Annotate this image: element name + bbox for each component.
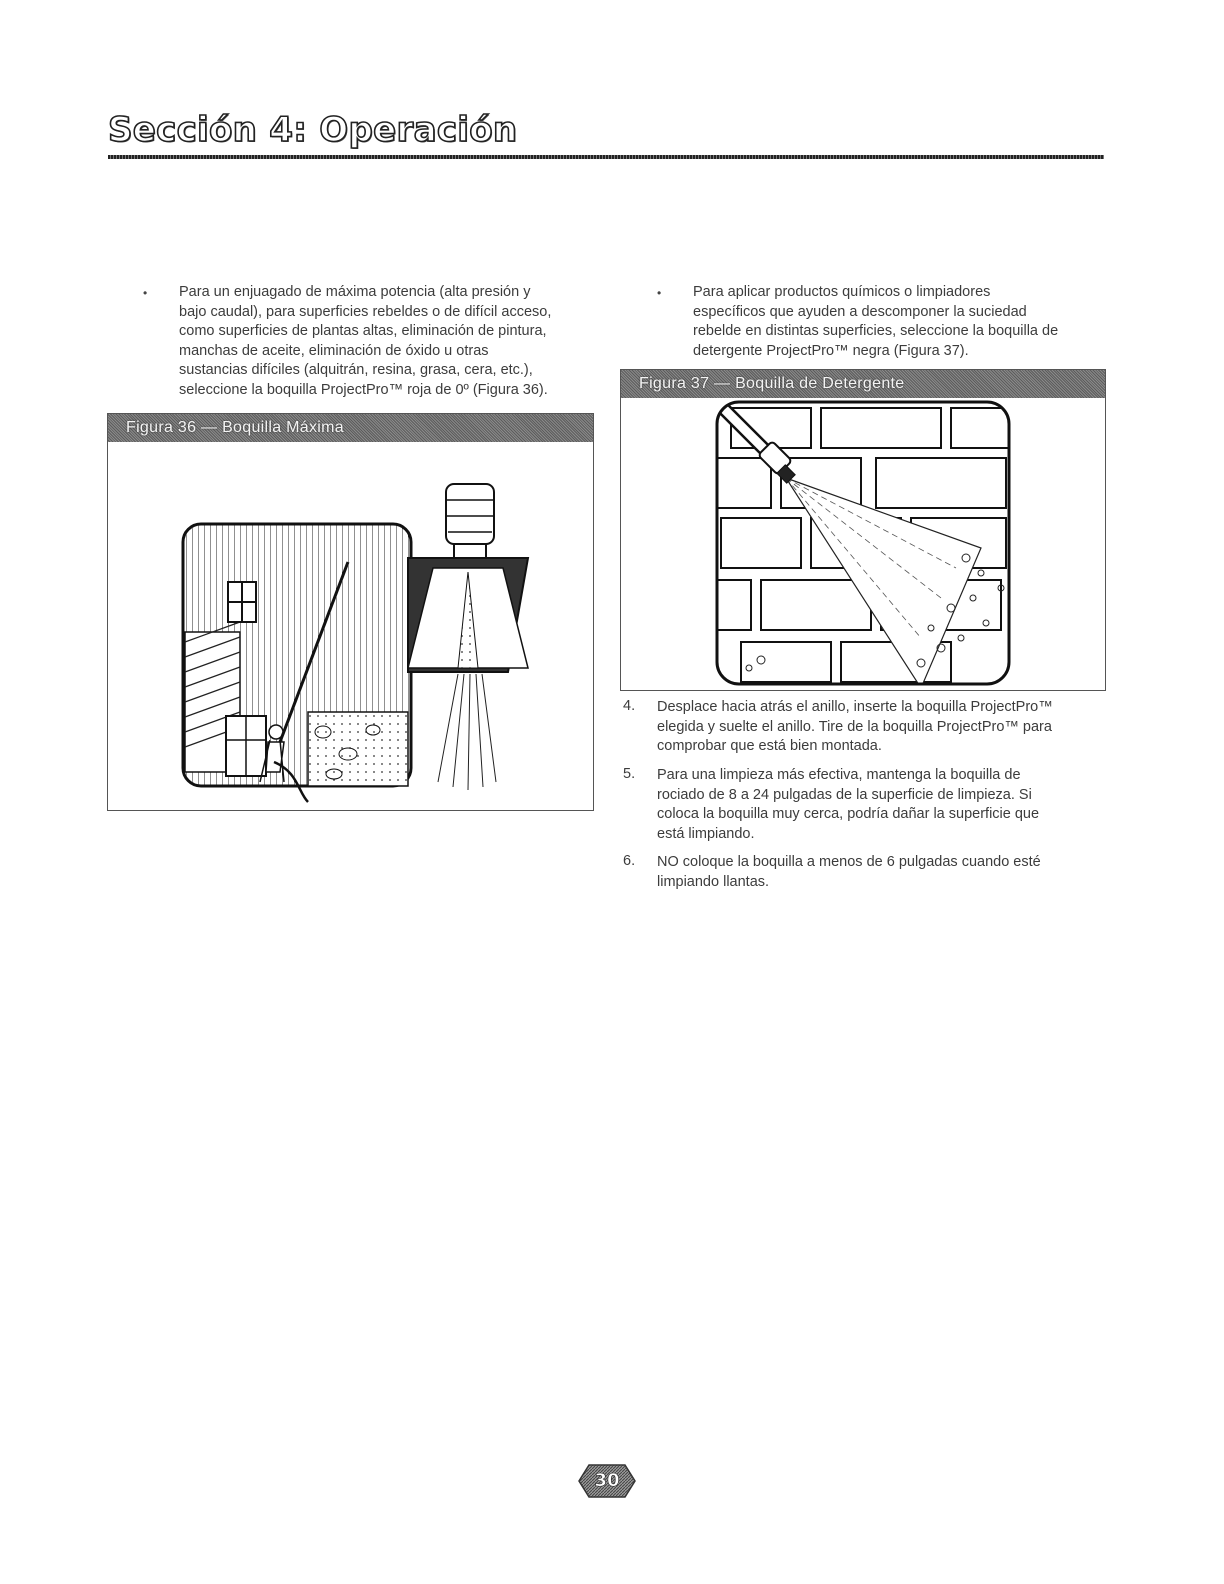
step-5-text — [657, 766, 1112, 844]
right-intro-paragraph — [693, 283, 1108, 361]
text-line: bajo caudal), para superficies rebeldes o de difícil acceso, — [179, 303, 552, 320]
step-number: 4. — [623, 698, 636, 714]
text-line: está limpiando. — [657, 825, 755, 842]
text-line: específicos que ayuden a descomponer la suciedad — [693, 303, 1027, 320]
text-line: sustancias difíciles (alquitrán, resina, grasa, cera, etc.), — [179, 362, 533, 378]
bullet-marker: • — [657, 286, 662, 300]
text-line: Para una limpieza más efectiva, mantenga la boquilla de — [657, 767, 1021, 783]
step-6-text — [657, 853, 1112, 892]
step-4-text — [657, 698, 1112, 757]
step-number: 5. — [623, 766, 636, 782]
page-number-badge — [577, 1463, 637, 1499]
text-line: elegida y suelte el anillo. Tire de la boquilla ProjectPro™ para — [657, 718, 1052, 735]
figure-37-illustration — [621, 398, 1105, 693]
text-line: Para un enjuagado de máxima potencia (alta presión y — [179, 284, 531, 300]
text-line: comprobar que está bien montada. — [657, 738, 882, 754]
figure-36-caption: Figura 36 — Boquilla Máxima — [108, 414, 593, 442]
text-line: rociado de 8 a 24 pulgadas de la superficie de limpieza. Si — [657, 786, 1032, 803]
figure-37 — [620, 369, 1106, 691]
text-line: Desplace hacia atrás el anillo, inserte la boquilla ProjectPro™ — [657, 699, 1053, 715]
step-number: 6. — [623, 853, 636, 869]
text-line: manchas de aceite, eliminación de óxido u otras — [179, 342, 489, 359]
text-line: NO coloque la boquilla a menos de 6 pulgadas cuando esté — [657, 854, 1041, 870]
page-number: 30 — [594, 1470, 620, 1491]
bullet-marker: • — [143, 286, 148, 300]
title-rule — [108, 155, 1104, 159]
figure-36 — [107, 413, 594, 811]
pressure-washer-detergent-nozzle-illustration — [621, 398, 1104, 688]
text-line: limpiando llantas. — [657, 873, 770, 890]
text-line: Para aplicar productos químicos o limpiadores — [693, 284, 991, 300]
left-intro-paragraph — [179, 283, 599, 400]
text-line: seleccione la boquilla ProjectPro™ roja de 0º (Figura 36). — [179, 381, 548, 398]
figure-37-caption: Figura 37 — Boquilla de Detergente — [621, 370, 1105, 398]
text-line: rebelde en distintas superficies, seleccione la boquilla de — [693, 323, 1059, 339]
figure-36-illustration — [108, 442, 593, 813]
pressure-washer-max-nozzle-illustration — [108, 442, 592, 808]
page-title: Sección 4: Operación — [108, 110, 518, 150]
text-line: coloca la boquilla muy cerca, podría dañar la superficie que — [657, 806, 1040, 822]
text-line: como superficies de plantas altas, eliminación de pintura, — [179, 323, 547, 339]
text-line: detergente ProjectPro™ negra (Figura 37). — [693, 342, 969, 359]
